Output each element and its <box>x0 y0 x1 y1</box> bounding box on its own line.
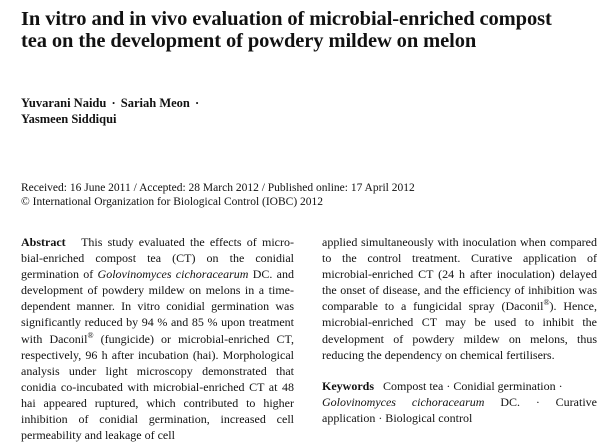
keyword-text: Compost tea · Conidial germination · <box>383 378 563 393</box>
keywords <box>322 378 597 426</box>
registered-mark: ® <box>543 298 550 308</box>
author-separator: · <box>195 96 200 110</box>
author-name: Yasmeen Siddiqui <box>21 112 117 126</box>
abstract-column-left <box>21 234 294 443</box>
abstract-continuation <box>322 234 597 363</box>
keyword-text: DC. · Curative application · Biological control <box>322 394 597 425</box>
registered-mark: ® <box>87 330 94 340</box>
author-list <box>21 95 381 127</box>
abstract-label: Abstract <box>21 235 66 249</box>
abstract-text: DC. and development of powdery mildew on melons in a time-dependent manner. In vitro conidial germination was significantly reduced by 94 % and 85 % upon treatment with Daconil <box>21 267 295 346</box>
abstract-column-right <box>322 234 597 426</box>
abstract-text: This study evaluated the effects of micro-bial-enriched compost tea (CT) on the conidial germination of <box>21 235 294 282</box>
keywords-label: Keywords <box>322 378 374 393</box>
abstract-text: applied simultaneously with inoculation when compared to the control treatment. Curative application of microbial-enriched CT (24 h after inoculation) delayed the onset of disease, and the efficiency of inhibition was comparable to a fungicidal spray (Daconil <box>322 235 597 314</box>
abstract-text: (fungicide) or microbial-enriched CT, respectively, 96 h after incubation (hai). Morphological analysis under light microscopy demonstrated that conidia co-incubated with microbial-enriched CT at 48 hai appeared ruptured, which contributed to higher inhibition of conidial germination, increased cell permeability and leakage of cell <box>21 331 294 443</box>
publication-dates: Received: 16 June 2011 / Accepted: 28 March 2012 / Published online: 17 April 2012 <box>21 182 415 194</box>
author-separator: · <box>111 96 116 110</box>
species-name: Golovinomyces cichoracearum <box>97 267 249 282</box>
species-name: Golovinomyces cichoracearum <box>322 394 485 409</box>
copyright-notice: © International Organization for Biological Control (IOBC) 2012 <box>21 196 324 208</box>
author-name: Yuvarani Naidu <box>21 96 107 110</box>
publication-meta <box>21 181 581 209</box>
paper-title: In vitro and in vivo evaluation of microbial-enriched compost tea on the development of powdery mildew on melon <box>21 8 552 52</box>
abstract-text: ). Hence, microbial-enriched CT may be used to inhibit the development of powdery mildew on melons, thus reducing the dependency on chemical fertilisers. <box>322 299 597 362</box>
author-name: Sariah Meon <box>120 96 190 110</box>
